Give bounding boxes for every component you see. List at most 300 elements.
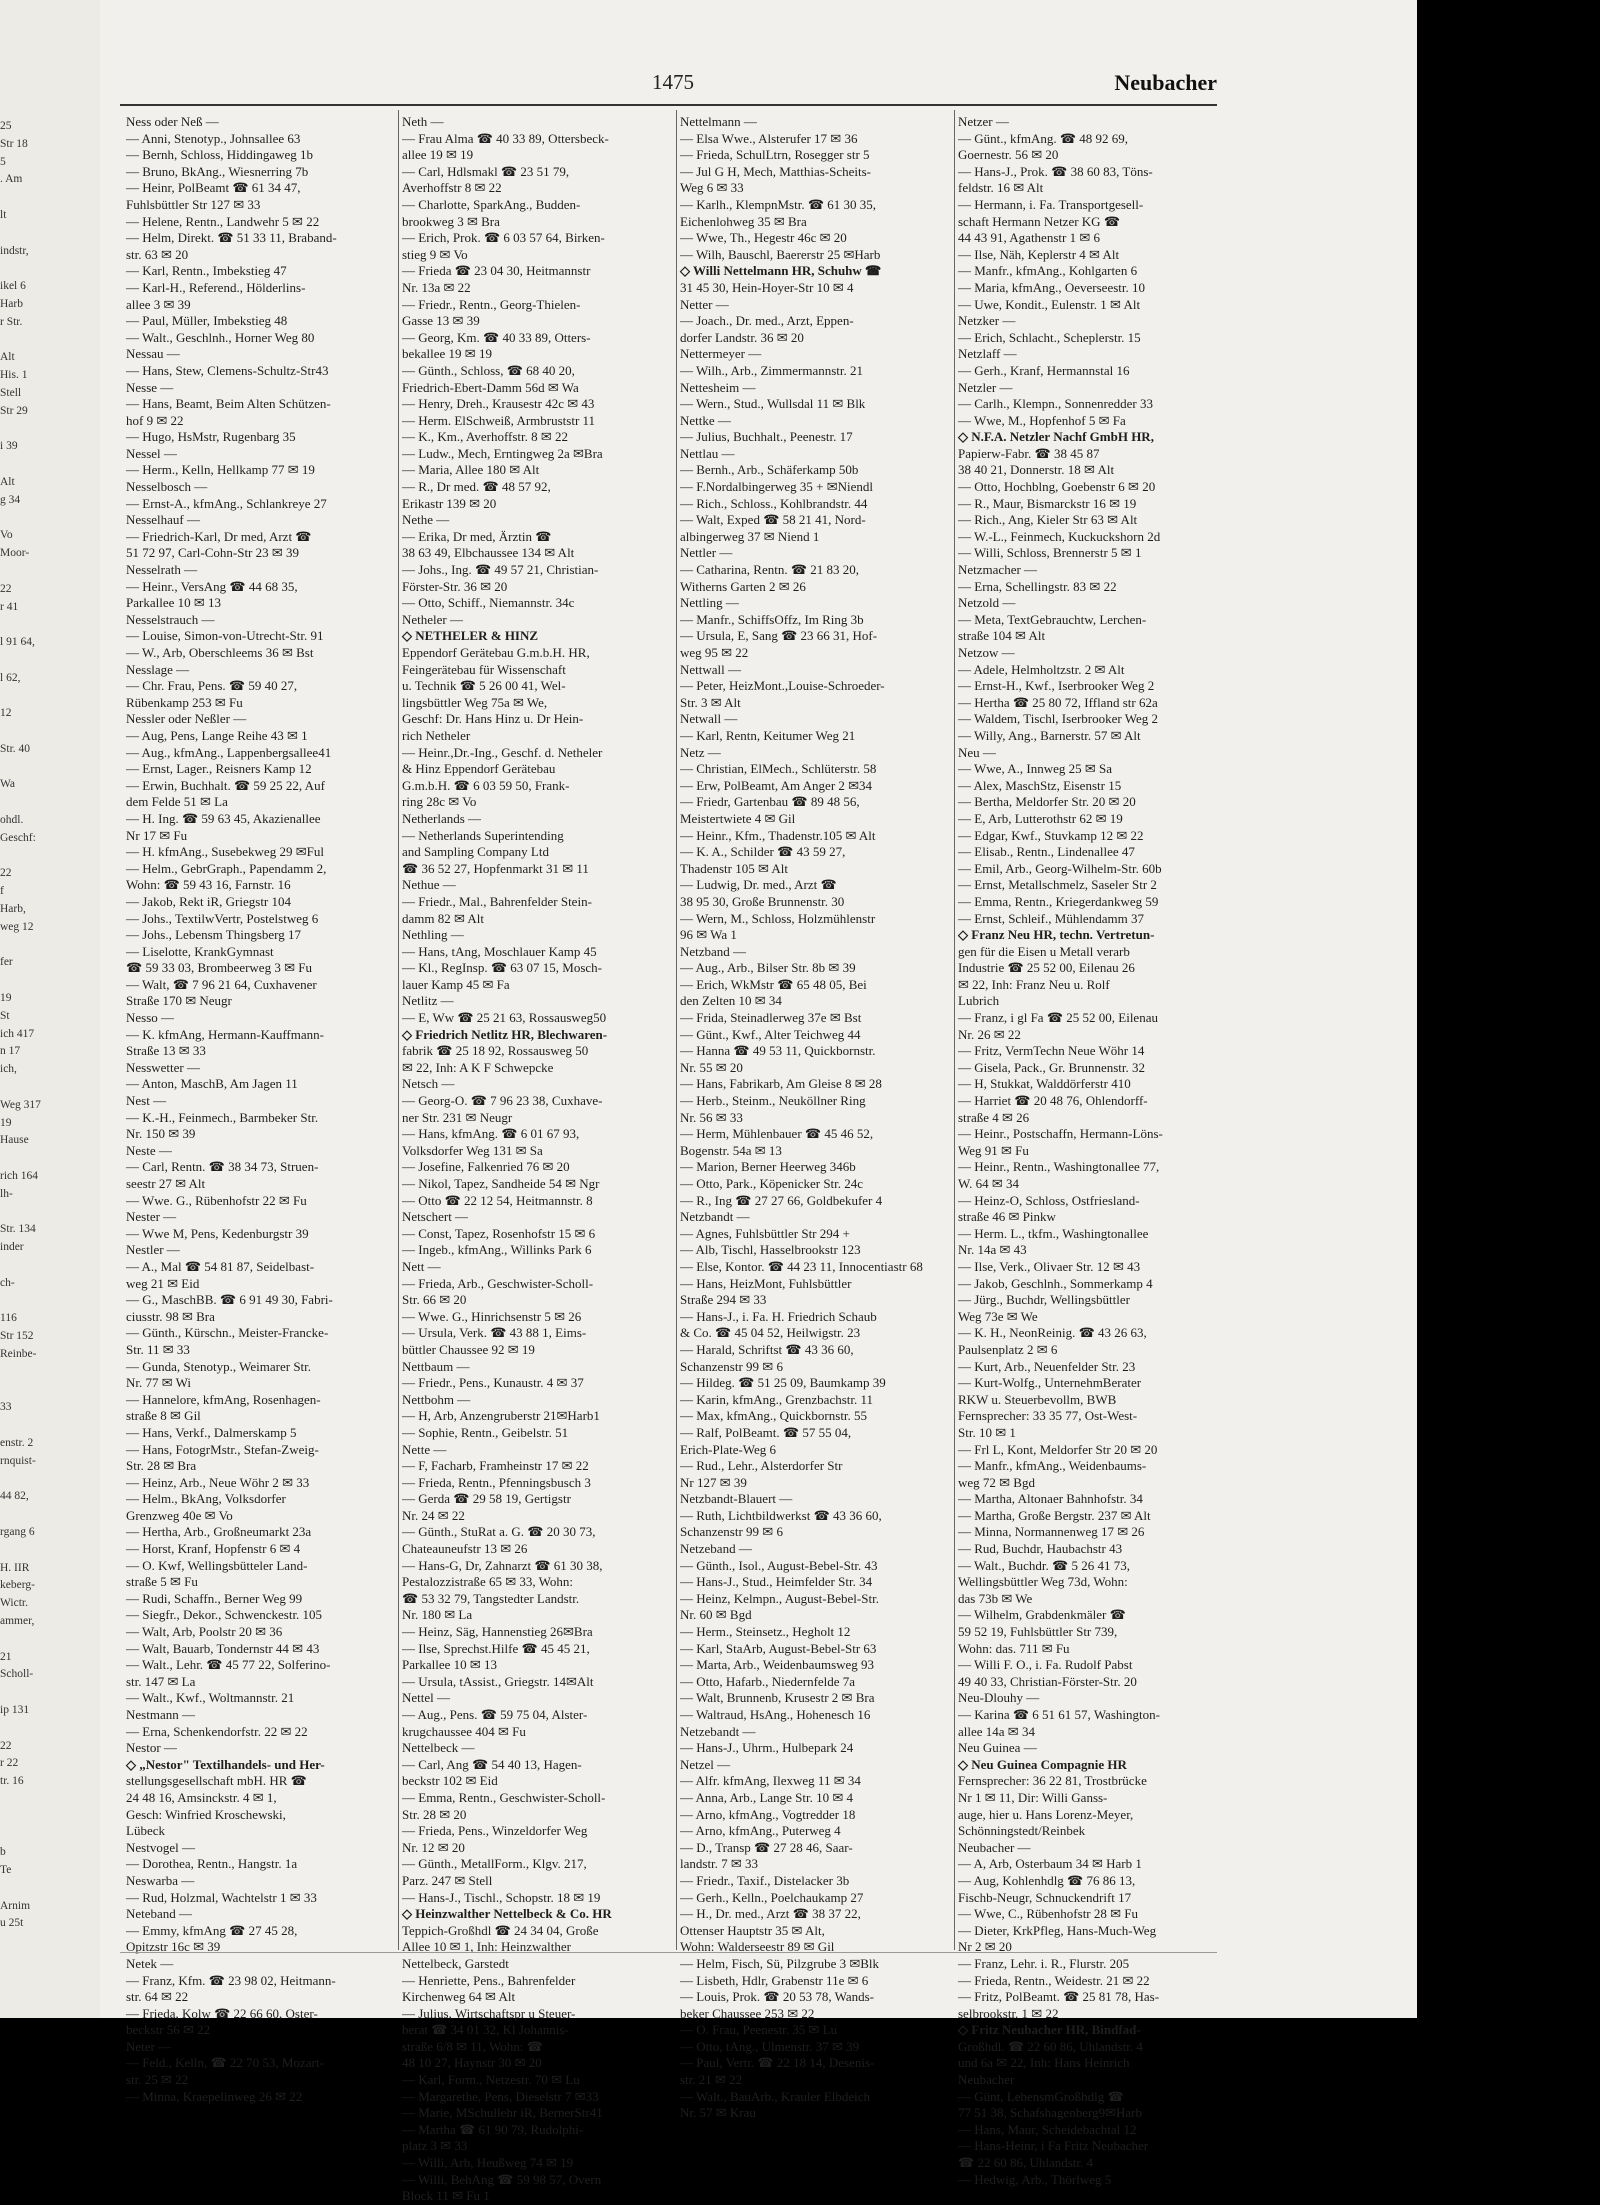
- directory-line: stellungsgesellschaft mbH. HR ☎: [126, 1773, 307, 1789]
- directory-column-3: [680, 114, 952, 2122]
- directory-line: Neu Guinea —: [958, 1740, 1037, 1756]
- adjacent-page-line: lh-: [0, 1187, 13, 1200]
- directory-line: — Jul G H, Mech, Matthias-Scheits-: [680, 163, 872, 179]
- directory-line: — Wilh, Bauschl, Baererstr 25 ✉Harb: [680, 246, 881, 262]
- directory-line: — Frieda, Rentn., Pfenningsbusch 3: [402, 1474, 591, 1490]
- directory-line: — Alex, MaschStz, Eisenstr 15: [958, 777, 1122, 793]
- directory-line: — Friedrich-Karl, Dr med, Arzt ☎: [126, 528, 312, 544]
- directory-line: Nettler —: [680, 545, 733, 561]
- directory-line: Grenzweg 40e ✉ Vo: [126, 1507, 233, 1523]
- directory-line: lingsbüttler Weg 75a ✉ We,: [402, 694, 548, 710]
- directory-line: Weg 6 ✉ 33: [680, 180, 744, 196]
- directory-line: — Ralf, PolBeamt. ☎ 57 55 04,: [680, 1424, 852, 1440]
- directory-line: — Maria, kfmAng., Oeverseestr. 10: [958, 279, 1146, 295]
- directory-line: Netzebandt —: [680, 1723, 756, 1739]
- directory-line: — Henry, Dreh., Krausestr 42c ✉ 43: [402, 396, 595, 412]
- directory-line: — H, Arb, Anzengruberstr 21✉Harb1: [402, 1408, 600, 1424]
- directory-line: — D., Transp ☎ 27 28 46, Saar-: [680, 1839, 853, 1855]
- directory-line: — Rud., Lehr., Alsterdorfer Str: [680, 1458, 843, 1474]
- directory-line: den Zelten 10 ✉ 34: [680, 993, 782, 1009]
- directory-line: — Hans-G, Dr, Zahnarzt ☎ 61 30 38,: [402, 1557, 603, 1573]
- directory-line: Fernsprecher: 33 35 77, Ost-West-: [958, 1408, 1138, 1424]
- directory-line: berat ☎ 34 01 32, Kl Johannis-: [402, 2022, 569, 2038]
- directory-line: Straße 13 ✉ 33: [126, 1043, 206, 1059]
- directory-line: — Hertha, Arb., Großneumarkt 23a: [126, 1524, 312, 1540]
- directory-line: Nessler oder Neßler —: [126, 711, 247, 727]
- directory-line: Neter —: [126, 2038, 172, 2054]
- directory-line: Wohn: das. 711 ✉ Fu: [958, 1640, 1070, 1656]
- directory-line: — Erich, Prok. ☎ 6 03 57 64, Birken-: [402, 230, 605, 246]
- directory-line: — Otto, Hafarb., Niedernfelde 7a: [680, 1673, 856, 1689]
- adjacent-page-line: [0, 456, 90, 474]
- adjacent-page-line: lt: [0, 208, 7, 221]
- directory-line: lauer Kamp 45 ✉ Fa: [402, 976, 510, 992]
- directory-line: — Friedr., Taxif., Distelacker 3b: [680, 1872, 850, 1888]
- adjacent-page-line: H. IIR: [0, 1561, 30, 1574]
- directory-line: Nettbohm —: [402, 1391, 471, 1407]
- directory-line: Nr. 14a ✉ 43: [958, 1242, 1027, 1258]
- directory-line: — Jakob, Rekt iR, Griegstr 104: [126, 893, 292, 909]
- directory-line: — Liselotte, KrankGymnast: [126, 943, 274, 959]
- adjacent-page-line: Moor-: [0, 547, 30, 560]
- directory-line: — Adele, Helmholtzstr. 2 ✉ Alt: [958, 661, 1125, 677]
- adjacent-page-line: [0, 1150, 90, 1168]
- directory-line: Neubacher: [958, 2072, 1015, 2088]
- directory-line: Netzbandt —: [680, 1209, 750, 1225]
- directory-line: Geschf: Dr. Hans Hinz u. Dr Hein-: [402, 711, 584, 727]
- directory-line: ◇ „Nestor" Textilhandels- und Her-: [126, 1756, 325, 1772]
- directory-line: — W.-L., Feinmech, Kuckuckshorn 2d: [958, 528, 1161, 544]
- directory-line: — Ernst, Metallschmelz, Saseler Str 2: [958, 877, 1157, 893]
- directory-line: Neu —: [958, 744, 996, 760]
- directory-line: — Peter, HeizMont.,Louise-Schroeder-: [680, 678, 885, 694]
- adjacent-page-line: r 41: [0, 600, 19, 613]
- directory-line: — F.Nordalbingerweg 35 + ✉Niendl: [680, 479, 874, 495]
- directory-line: — Ruth, Lichtbildwerkst ☎ 43 36 60,: [680, 1507, 882, 1523]
- directory-line: — Wern, M., Schloss, Holzmühlenstr: [680, 910, 876, 926]
- directory-line: — Franz, Kfm. ☎ 23 98 02, Heitmann-: [126, 1972, 336, 1988]
- directory-line: RKW u. Steuerbevollm, BWB: [958, 1391, 1117, 1407]
- directory-line: — Fritz, VermTechn Neue Wöhr 14: [958, 1043, 1145, 1059]
- directory-line: — Günth., MetallForm., Klgv. 217,: [402, 1856, 587, 1872]
- directory-line: str. 147 ✉ La: [126, 1673, 196, 1689]
- directory-line: — Rudi, Schaffn., Berner Weg 99: [126, 1590, 303, 1606]
- directory-line: — Martha, Große Bergstr. 237 ✉ Alt: [958, 1507, 1151, 1523]
- adjacent-page-line: 22: [0, 1739, 12, 1752]
- directory-line: ◇ Neu Guinea Compagnie HR: [958, 1756, 1127, 1772]
- directory-line: — Hedwig, Arb., Thörlweg 5: [958, 2171, 1112, 2187]
- directory-line: & Hinz Eppendorf Gerätebau: [402, 761, 556, 777]
- directory-line: — Manfr., kfmAng., Kohlgarten 6: [958, 263, 1138, 279]
- directory-line: straße 5 ✉ Fu: [126, 1574, 198, 1590]
- directory-line: ☎ 59 33 03, Brombeerweg 3 ✉ Fu: [126, 960, 312, 976]
- directory-line: Gasse 13 ✉ 39: [402, 313, 480, 329]
- directory-line: feldstr. 16 ✉ Alt: [958, 180, 1044, 196]
- directory-line: — Feld., Kelln, ☎ 22 70 53, Mozart-: [126, 2055, 324, 2071]
- directory-line: — Wwe, Th., Hegestr 46c ✉ 20: [680, 230, 847, 246]
- directory-line: — Harriet ☎ 20 48 76, Ohlendorff-: [958, 1093, 1148, 1109]
- directory-line: ✉ 22, Inh: Franz Neu u. Rolf: [958, 976, 1110, 992]
- directory-line: — Aug., kfmAng., Lappenbergsallee41: [126, 744, 332, 760]
- adjacent-page-line: weg 12: [0, 920, 34, 933]
- directory-line: — Georg-O. ☎ 7 96 23 38, Cuxhave-: [402, 1093, 603, 1109]
- directory-line: — Herb., Steinm., Neuköllner Ring: [680, 1093, 866, 1109]
- adjacent-page-line: rich 164: [0, 1170, 39, 1183]
- directory-line: — Ursula, tAssist., Griegstr. 14✉Alt: [402, 1673, 594, 1689]
- directory-line: — Alfr. kfmAng, Ilexweg 11 ✉ 34: [680, 1773, 861, 1789]
- column-divider: [398, 110, 399, 1950]
- directory-line: allee 19 ✉ 19: [402, 147, 474, 163]
- adjacent-page-line: ch-: [0, 1276, 15, 1289]
- directory-line: — Willi, Schloss, Brennerstr 5 ✉ 1: [958, 545, 1142, 561]
- directory-line: — Hans, FotogrMstr., Stefan-Zweig-: [126, 1441, 319, 1457]
- directory-line: — Kurt, Arb., Neuenfelder Str. 23: [958, 1358, 1136, 1374]
- directory-line: weg 95 ✉ 22: [680, 645, 749, 660]
- directory-line: — Herm. L., tkfm., Washingtonallee: [958, 1225, 1149, 1241]
- adjacent-page-line: [0, 972, 90, 990]
- adjacent-page-line: 19: [0, 1116, 12, 1129]
- directory-line: — Ursula, E, Sang ☎ 23 66 31, Hof-: [680, 628, 878, 644]
- directory-line: Nesselhauf —: [126, 512, 201, 528]
- directory-line: Wohn: ☎ 59 43 16, Farnstr. 16: [126, 877, 291, 893]
- adjacent-page-line: [0, 563, 90, 581]
- directory-line: Nett —: [402, 1258, 441, 1274]
- directory-line: — Carl, Hdlsmakl ☎ 23 51 79,: [402, 163, 570, 179]
- directory-line: Industrie ☎ 25 52 00, Eilenau 26: [958, 960, 1135, 976]
- adjacent-page-line: Alt: [0, 475, 15, 488]
- adjacent-page-line: His. 1: [0, 369, 28, 382]
- directory-line: u. Technik ☎ 5 26 00 41, Wel-: [402, 678, 566, 694]
- directory-line: — Hans, Maur, Scheidebachtal 12: [958, 2121, 1137, 2137]
- directory-line: — Karl, Rentn., Imbekstieg 47: [126, 263, 287, 279]
- directory-line: Erikastr 139 ✉ 20: [402, 495, 497, 511]
- directory-line: — Carlh., Klempn., Sonnenredder 33: [958, 396, 1153, 412]
- directory-line: — Willi F. O., i. Fa. Rudolf Pabst: [958, 1657, 1133, 1673]
- directory-line: — K. kfmAng, Hermann-Kauffmann-: [126, 1026, 324, 1042]
- directory-line: — Bruno, BkAng., Wiesnerring 7b: [126, 163, 309, 179]
- adjacent-page-line: Te: [0, 1864, 12, 1877]
- directory-line: Nettlau —: [680, 445, 735, 461]
- directory-line: — A., Mal ☎ 54 81 87, Seidelbast-: [126, 1258, 315, 1274]
- adjacent-page-line: [0, 332, 90, 350]
- directory-line: Netwall —: [680, 711, 738, 727]
- directory-line: Nesslage —: [126, 661, 190, 677]
- directory-line: — Günth., Isol., August-Bebel-Str. 43: [680, 1557, 878, 1573]
- directory-line: — Anna, Arb., Lange Str. 10 ✉ 4: [680, 1789, 854, 1805]
- adjacent-page-line: Geschf:: [0, 831, 36, 844]
- adjacent-page-line: [0, 616, 90, 634]
- directory-line: — Aug, Kohlenhdlg ☎ 76 86 13,: [958, 1872, 1136, 1888]
- directory-line: str. 21 ✉ 22: [680, 2072, 743, 2088]
- directory-line: — Elsa Wwe., Alsterufer 17 ✉ 36: [680, 130, 858, 146]
- directory-line: Netheler —: [402, 611, 464, 627]
- directory-line: — Johs., Ing. ☎ 49 57 21, Christian-: [402, 562, 599, 578]
- directory-line: Thadenstr 105 ✉ Alt: [680, 860, 789, 876]
- directory-line: Schönningstedt/Reinbek: [958, 1823, 1086, 1839]
- directory-line: — Julius, Wirtschaftspr u Steuer-: [402, 2005, 576, 2021]
- directory-line: Nestmann —: [126, 1707, 195, 1722]
- directory-line: dem Felde 51 ✉ La: [126, 794, 228, 810]
- directory-line: — Emma, Rentn., Kriegerdankweg 59: [958, 893, 1159, 909]
- directory-line: — Otto, Park., Köpenicker Str. 24c: [680, 1176, 864, 1191]
- directory-line: — Carl, Rentn. ☎ 38 34 73, Struen-: [126, 1159, 319, 1175]
- directory-line: Nessau —: [126, 346, 180, 362]
- directory-line: Netsch —: [402, 1076, 455, 1092]
- adjacent-page-strip: [0, 0, 100, 2018]
- directory-line: — R., Ing ☎ 27 27 66, Goldbekufer 4: [680, 1192, 883, 1208]
- directory-line: — Friedr., Rentn., Georg-Thielen-: [402, 296, 581, 312]
- directory-line: — Frieda, Pens., Winzeldorfer Weg: [402, 1823, 588, 1839]
- directory-line: — Herm., Steinsetz., Hegholt 12: [680, 1624, 851, 1640]
- directory-line: — Helm, Direkt. ☎ 51 33 11, Braband-: [126, 230, 337, 246]
- directory-line: — Georg, Km. ☎ 40 33 89, Otters-: [402, 329, 591, 345]
- directory-line: Nr 17 ✉ Fu: [126, 827, 188, 843]
- adjacent-page-line: 21: [0, 1650, 12, 1663]
- directory-line: — Bernh, Schloss, Hiddingaweg 1b: [126, 147, 314, 163]
- directory-line: — Hans, Fabrikarb, Am Gleise 8 ✉ 28: [680, 1076, 882, 1092]
- directory-line: büttler Chaussee 92 ✉ 19: [402, 1341, 535, 1357]
- adjacent-page-line: enstr. 2: [0, 1436, 34, 1449]
- directory-line: — Ernst, Lager., Reisners Kamp 12: [126, 761, 312, 777]
- directory-line: — Fritz, PolBeamt. ☎ 25 81 78, Has-: [958, 1989, 1160, 2005]
- directory-line: — Helm., BkAng, Volksdorfer: [126, 1491, 286, 1507]
- column-divider: [954, 110, 955, 1950]
- directory-line: auge, hier u. Hans Lorenz-Meyer,: [958, 1806, 1134, 1822]
- directory-line: — Heinz, Arb., Neue Wöhr 2 ✉ 33: [126, 1474, 310, 1490]
- directory-line: — A, Arb, Osterbaum 34 ✉ Harb 1: [958, 1856, 1142, 1872]
- directory-line: Papierw-Fabr. ☎ 38 45 87: [958, 445, 1100, 461]
- directory-line: und 6a ✉ 22, Inh: Hans Heinrich: [958, 2055, 1130, 2071]
- directory-line: — Paul, Müller, Imbekstieg 48: [126, 313, 288, 329]
- directory-line: — H, Stukkat, Walddörferstr 410: [958, 1076, 1131, 1092]
- directory-line: — Ernst, Schleif., Mühlendamm 37: [958, 910, 1144, 926]
- directory-line: — Manfr., kfmAng., Weidenbaums-: [958, 1458, 1147, 1474]
- page-number: 1475: [652, 70, 694, 94]
- adjacent-page-line: Str. 40: [0, 742, 31, 755]
- directory-line: — Hans, tAng, Moschlauer Kamp 45: [402, 943, 597, 959]
- directory-line: weg 72 ✉ Bgd: [958, 1474, 1035, 1490]
- adjacent-page-line: Stell: [0, 386, 22, 399]
- directory-line: — Walt., Kwf., Woltmannstr. 21: [126, 1690, 295, 1706]
- directory-line: — Arno, kfmAng., Puterweg 4: [680, 1823, 841, 1839]
- adjacent-page-line: [0, 1382, 90, 1400]
- directory-line: — Jakob, Geschlnh., Sommerkamp 4: [958, 1275, 1153, 1291]
- directory-line: — Lisbeth, Hdlr, Grabenstr 11e ✉ 6: [680, 1972, 869, 1988]
- directory-line: — Hannelore, kfmAng, Rosenhagen-: [126, 1391, 321, 1407]
- adjacent-page-line: Arnim: [0, 1899, 31, 1912]
- directory-line: Nestor —: [126, 1740, 177, 1756]
- directory-line: — Wilh., Arb., Zimmermannstr. 21: [680, 362, 864, 378]
- adjacent-page-line: [0, 1684, 90, 1702]
- directory-line: Eppendorf Gerätebau G.m.b.H. HR,: [402, 645, 590, 660]
- adjacent-page-line: ich 417: [0, 1027, 35, 1040]
- directory-line: Nesse —: [126, 379, 174, 395]
- adjacent-page-line: [0, 1542, 90, 1560]
- directory-line: damm 82 ✉ Alt: [402, 910, 485, 926]
- directory-line: — Siegfr., Dekor., Schwenckestr. 105: [126, 1607, 323, 1623]
- directory-line: — Alb, Tischl, Hasselbrookstr 123: [680, 1242, 861, 1258]
- directory-line: — Marie, MSchullehr iR, BernerStr41: [402, 2105, 603, 2121]
- directory-line: albingerweg 37 ✉ Niend 1: [680, 528, 820, 544]
- directory-line: — Heinr., Kfm., Thadenstr.105 ✉ Alt: [680, 827, 876, 843]
- adjacent-page-line: Wa: [0, 778, 16, 791]
- directory-line: dorfer Landstr. 36 ✉ 20: [680, 329, 804, 345]
- adjacent-page-line: [0, 1204, 90, 1222]
- directory-line: — Wwe M, Pens, Kedenburgstr 39: [126, 1225, 309, 1241]
- directory-line: Weg 73e ✉ We: [958, 1308, 1038, 1324]
- directory-line: krugchaussee 404 ✉ Fu: [402, 1723, 526, 1739]
- directory-line: bekallee 19 ✉ 19: [402, 346, 492, 362]
- directory-line: Teppich-Großhdl ☎ 24 34 04, Große: [402, 1922, 599, 1938]
- directory-line: — Erika, Dr med, Ärztin ☎: [402, 528, 552, 544]
- adjacent-page-line: u 25t: [0, 1917, 24, 1930]
- directory-line: — Minna, Normannenweg 17 ✉ 26: [958, 1524, 1145, 1540]
- directory-line: Nr. 55 ✉ 20: [680, 1059, 743, 1075]
- adjacent-page-line: 25: [0, 120, 12, 132]
- directory-line: — K.-H., Feinmech., Barmbeker Str.: [126, 1109, 319, 1125]
- adjacent-page-line: [0, 189, 90, 207]
- directory-line: — Frida, Steinadlerweg 37e ✉ Bst: [680, 1010, 862, 1026]
- directory-line: Friedrich-Ebert-Damm 56d ✉ Wa: [402, 379, 579, 395]
- directory-line: ◇ Franz Neu HR, techn. Vertretun-: [958, 927, 1155, 943]
- directory-line: Netzler —: [958, 379, 1013, 395]
- directory-line: 44 43 91, Agathenstr 1 ✉ 6: [958, 230, 1100, 246]
- directory-line: — Friedr., Mal., Bahrenfelder Stein-: [402, 893, 592, 909]
- directory-line: — Helm, Fisch, Sü, Pilzgrube 3 ✉Blk: [680, 1955, 880, 1971]
- directory-line: — Aug, Pens, Lange Reihe 43 ✉ 1: [126, 727, 308, 743]
- adjacent-page-line: Vo: [0, 529, 13, 542]
- adjacent-page-line: Str. 134: [0, 1223, 36, 1236]
- directory-line: Str. 10 ✉ 1: [958, 1424, 1016, 1440]
- page-foot-rule: [120, 1952, 1217, 1953]
- directory-line: — Hans-J., Prok. ☎ 38 60 83, Töns-: [958, 163, 1153, 179]
- directory-line: — Ilse, Näh, Keplerstr 4 ✉ Alt: [958, 246, 1120, 262]
- directory-line: — Hans-J., Tischl., Schopstr. 18 ✉ 19: [402, 1889, 601, 1905]
- directory-line: Neste —: [126, 1142, 172, 1158]
- directory-line: — Walt., Geschlnh., Horner Weg 80: [126, 329, 315, 345]
- directory-line: — Bernh., Arb., Schäferkamp 50b: [680, 462, 859, 478]
- directory-line: — Wilhelm, Grabdenkmäler ☎: [958, 1607, 1126, 1623]
- adjacent-page-line: 33: [0, 1401, 12, 1414]
- directory-line: — Günt, LebensmGroßhdlg ☎: [958, 2088, 1124, 2104]
- directory-line: Nesselrath —: [126, 562, 198, 578]
- directory-line: — Rud, Holzmal, Wachtelstr 1 ✉ 33: [126, 1889, 317, 1905]
- directory-line: — Emma, Rentn., Geschwister-Scholl-: [402, 1789, 606, 1805]
- directory-line: — Rich., Schloss., Kohlbrandstr. 44: [680, 495, 868, 511]
- directory-line: — Willy, Ang., Barnerstr. 57 ✉ Alt: [958, 727, 1141, 743]
- directory-line: Großhdl. ☎ 22 60 86, Uhlandstr. 4: [958, 2038, 1143, 2054]
- directory-line: — Ursula, Verk. ☎ 43 88 1, Eims-: [402, 1325, 587, 1341]
- directory-line: Ness oder Neß —: [126, 114, 219, 129]
- directory-line: Nettel —: [402, 1690, 451, 1706]
- directory-line: rich Netheler: [402, 727, 471, 743]
- directory-line: — Wwe. G., Rübenhofstr 22 ✉ Fu: [126, 1192, 307, 1208]
- directory-line: — Herm, Mühlenbauer ☎ 45 46 52,: [680, 1126, 874, 1142]
- directory-line: Förster-Str. 36 ✉ 20: [402, 578, 508, 594]
- directory-line: straße 104 ✉ Alt: [958, 628, 1046, 644]
- directory-line: — Maria, Allee 180 ✉ Alt: [402, 462, 540, 478]
- directory-line: — Heinr., Postschaffn, Hermann-Löns-: [958, 1126, 1163, 1142]
- directory-line: — Friedr, Gartenbau ☎ 89 48 56,: [680, 794, 860, 810]
- directory-line: — Carl, Ang ☎ 54 40 13, Hagen-: [402, 1756, 582, 1772]
- directory-line: — Hans, Verkf., Dalmerskamp 5: [126, 1424, 297, 1440]
- directory-line: — Aug., Pens. ☎ 59 75 04, Alster-: [402, 1707, 588, 1722]
- adjacent-page-line: [0, 1506, 90, 1524]
- adjacent-page-line: [0, 759, 90, 777]
- directory-line: — Louise, Simon-von-Utrecht-Str. 91: [126, 628, 324, 644]
- directory-column-1: [126, 114, 398, 2105]
- adjacent-page-line: Reinbe-: [0, 1347, 37, 1360]
- directory-line: ✉ 22, Inh: A K F Schwepcke: [402, 1059, 554, 1075]
- directory-line: — Gerh., Kranf, Hermannstal 16: [958, 362, 1130, 378]
- directory-line: — Hans, Beamt, Beim Alten Schützen-: [126, 396, 331, 412]
- directory-line: — Hans, kfmAng. ☎ 6 01 67 93,: [402, 1126, 580, 1142]
- adjacent-page-line: g 34: [0, 493, 21, 506]
- directory-line: — W., Arb, Oberschleems 36 ✉ Bst: [126, 645, 314, 660]
- directory-column-2: [402, 114, 674, 2205]
- directory-line: — Margarethe, Pens, Dieselstr 7 ✉33: [402, 2088, 599, 2104]
- directory-line: — Herm. ElSchweiß, Armbruststr 11: [402, 412, 596, 428]
- directory-line: — Chr. Frau, Pens. ☎ 59 40 27,: [126, 678, 298, 694]
- directory-line: 38 63 49, Elbchaussee 134 ✉ Alt: [402, 545, 575, 561]
- adjacent-page-line: St: [0, 1009, 10, 1022]
- directory-line: Nettwall —: [680, 661, 742, 677]
- directory-line: Nettke —: [680, 412, 731, 428]
- directory-line: Nettelbeck —: [402, 1740, 475, 1756]
- adjacent-page-line: 12: [0, 707, 12, 720]
- adjacent-page-line: indstr,: [0, 244, 29, 257]
- directory-line: Netzeband —: [680, 1541, 752, 1557]
- directory-line: — Elisab., Rentn., Lindenallee 47: [958, 844, 1135, 860]
- adjacent-page-line: 116: [0, 1312, 17, 1325]
- directory-line: beckstr 102 ✉ Eid: [402, 1773, 498, 1789]
- directory-line: — Marion, Berner Heerweg 346b: [680, 1159, 856, 1175]
- directory-line: 51 72 97, Carl-Cohn-Str 23 ✉ 39: [126, 545, 300, 561]
- directory-line: — Ludwig, Dr. med., Arzt ☎: [680, 877, 837, 893]
- directory-line: stieg 9 ✉ Vo: [402, 246, 468, 262]
- directory-line: Netzbandt-Blauert —: [680, 1491, 793, 1507]
- directory-line: Netz —: [680, 744, 721, 760]
- directory-line: — Franz, i gl Fa ☎ 25 52 00, Eilenau: [958, 1010, 1158, 1026]
- directory-line: — Christian, ElMech., Schlüterstr. 58: [680, 761, 877, 777]
- directory-line: hof 9 ✉ 22: [126, 412, 184, 428]
- directory-line: Nr. 57 ✉ Krau: [680, 2105, 756, 2121]
- directory-line: Nessel —: [126, 445, 177, 461]
- adjacent-page-line: [0, 1257, 90, 1275]
- directory-line: — Frl L, Kont, Meldorfer Str 20 ✉ 20: [958, 1441, 1158, 1457]
- directory-line: Netzer —: [958, 114, 1009, 129]
- adjacent-page-line: [0, 421, 90, 439]
- directory-line: — Otto, Schiff., Niemannstr. 34c: [402, 595, 575, 611]
- adjacent-page-line: ip 131: [0, 1703, 30, 1716]
- adjacent-page-line: [0, 1079, 90, 1097]
- directory-line: brookweg 3 ✉ Bra: [402, 213, 500, 229]
- adjacent-page-line: [0, 688, 90, 706]
- directory-line: Nettling —: [680, 595, 739, 611]
- directory-line: Eichenlohweg 35 ✉ Bra: [680, 213, 807, 229]
- directory-line: Nestvogel —: [126, 1839, 195, 1855]
- adjacent-page-line: 5: [0, 155, 6, 168]
- directory-line: — Hans-J., Uhrm., Hulbepark 24: [680, 1740, 854, 1756]
- directory-line: Str. 28 ✉ Bra: [126, 1458, 197, 1474]
- directory-line: — Wern., Stud., Wullsdal 11 ✉ Blk: [680, 396, 866, 412]
- directory-line: Schanzenstr 99 ✉ 6: [680, 1524, 783, 1540]
- directory-line: Nettelmann —: [680, 114, 757, 129]
- directory-line: Lübeck: [126, 1823, 165, 1839]
- adjacent-page-line: 19: [0, 992, 12, 1005]
- directory-line: Volksdorfer Weg 131 ✉ Sa: [402, 1142, 543, 1158]
- adjacent-page-line: [0, 1471, 90, 1489]
